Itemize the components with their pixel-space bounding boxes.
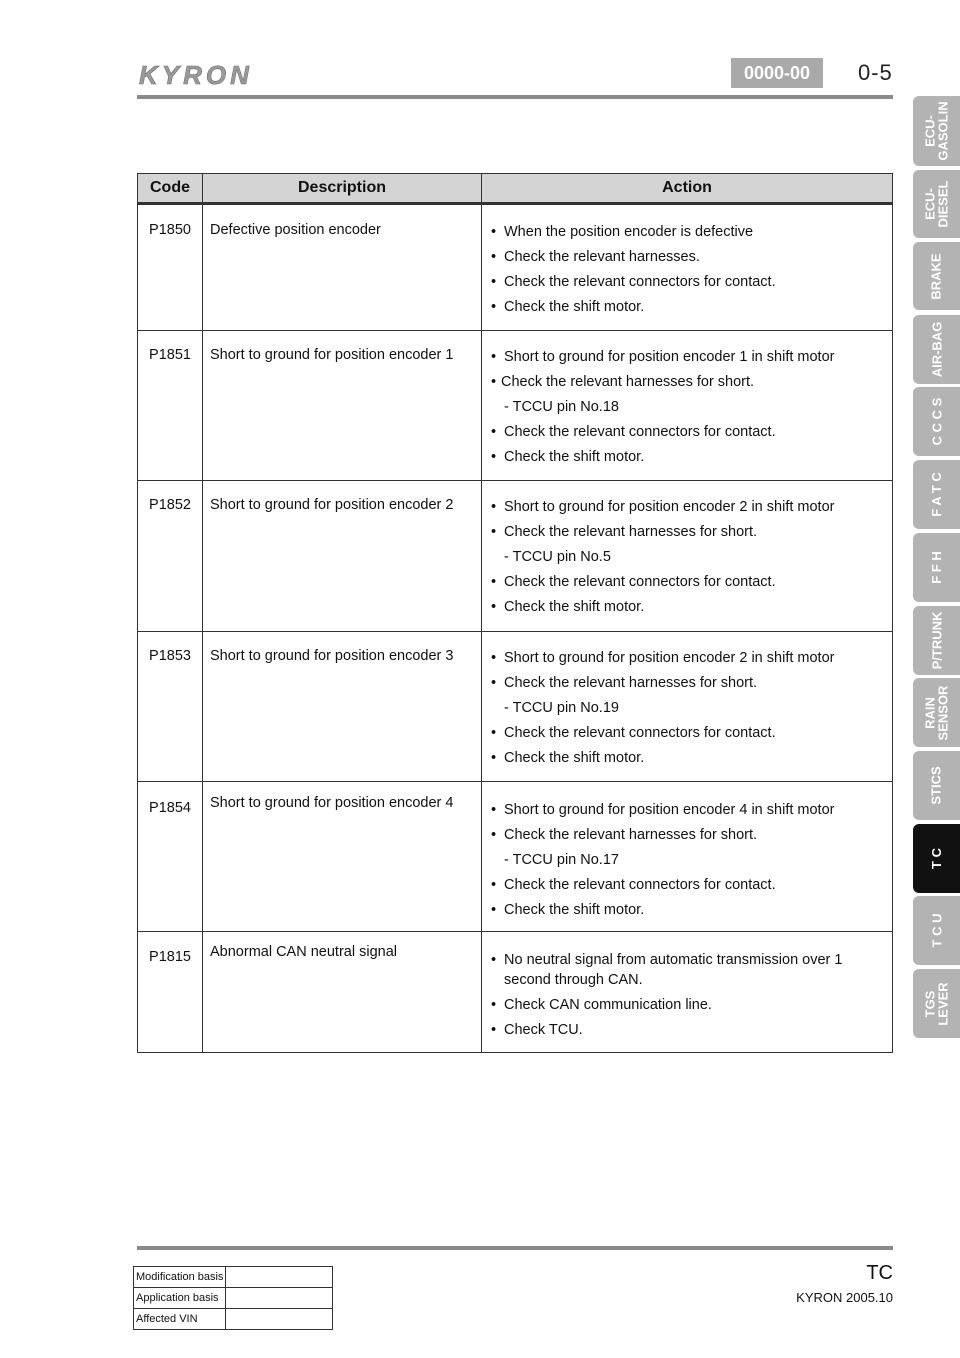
row-code: P1854 <box>149 800 191 816</box>
action-item: • Check CAN communication line. <box>490 995 870 1015</box>
action-item: • Check the shift motor. <box>490 297 870 317</box>
modification-row <box>134 1288 333 1309</box>
side-tab-label: ECU- GASOLIN <box>922 101 951 161</box>
action-item: • Check the relevant harnesses for short. <box>490 372 870 392</box>
side-tab[interactable] <box>913 678 960 747</box>
side-tab-label: C C C S <box>929 397 945 446</box>
row-actions <box>490 497 870 622</box>
action-item: • Check the relevant connectors for contact. <box>490 422 870 442</box>
side-tab-label: F A T C <box>929 472 944 517</box>
side-tab[interactable] <box>913 824 960 893</box>
action-item: • Check the relevant connectors for contact. <box>490 572 870 592</box>
modification-value <box>226 1288 333 1309</box>
side-tab[interactable] <box>913 460 960 529</box>
action-item: • When the position encoder is defective <box>490 222 870 242</box>
action-item: • Check the relevant connectors for contact. <box>490 272 870 292</box>
side-tab-label: RAIN SENSOR <box>922 685 951 740</box>
side-tab[interactable] <box>913 315 960 384</box>
action-item: • No neutral signal from automatic transmission over 1 second through CAN. <box>490 950 870 990</box>
footer-edition: KYRON 2005.10 <box>796 1290 893 1305</box>
row-code: P1852 <box>149 497 191 513</box>
header-description: Description <box>297 179 386 196</box>
header-action: Action <box>662 179 712 196</box>
side-tab-label: T C <box>928 848 944 869</box>
action-item: - TCCU pin No.5 <box>504 549 611 565</box>
row-description: Defective position encoder <box>210 222 381 238</box>
row-actions <box>490 950 870 1045</box>
action-item: • Check the shift motor. <box>490 447 870 467</box>
side-tab-label: ECU- DIESEL <box>922 180 951 228</box>
action-item: - TCCU pin No.17 <box>504 852 619 868</box>
action-item: - TCCU pin No.18 <box>504 399 619 415</box>
svg-text:KYRON: KYRON <box>139 62 253 90</box>
footer-section: TC <box>866 1262 893 1284</box>
side-tab-label: P/TRUNK <box>929 611 944 670</box>
action-item: • Check the relevant harnesses for short. <box>490 673 870 693</box>
row-divider <box>138 631 892 632</box>
row-code: P1853 <box>149 648 191 664</box>
dtc-table <box>137 173 893 1053</box>
row-description: Abnormal CAN neutral signal <box>210 944 397 960</box>
action-item: • Short to ground for position encoder 1 in shift motor <box>490 347 870 367</box>
action-item: • Check the relevant harnesses for short. <box>490 522 870 542</box>
side-tab-label: F F H <box>929 551 944 584</box>
side-tab-label: BRAKE <box>928 252 944 300</box>
column-divider <box>481 174 482 1052</box>
action-item: • Check TCU. <box>490 1020 870 1040</box>
modification-value <box>226 1309 333 1330</box>
side-tab[interactable] <box>913 533 960 602</box>
side-tab-label: T C U <box>928 913 944 948</box>
side-tab[interactable] <box>913 969 960 1038</box>
side-tab[interactable] <box>913 170 960 238</box>
modification-label: Application basis <box>134 1288 226 1309</box>
action-item: • Short to ground for position encoder 2 in shift motor <box>490 497 870 517</box>
kyron-logo <box>137 62 287 90</box>
modification-table <box>133 1266 333 1330</box>
side-tab-label: STICS <box>928 766 944 805</box>
modification-label: Affected VIN <box>134 1309 226 1330</box>
action-item: • Check the shift motor. <box>490 900 870 920</box>
row-actions <box>490 222 870 322</box>
row-divider <box>138 781 892 782</box>
side-tab-label: TGS LEVER <box>922 981 951 1026</box>
action-item: • Check the relevant harnesses. <box>490 247 870 267</box>
row-description: Short to ground for position encoder 3 <box>210 648 454 664</box>
row-description: Short to ground for position encoder 4 <box>210 795 454 811</box>
row-divider <box>138 330 892 331</box>
header-rule <box>137 95 893 99</box>
modification-row <box>134 1267 333 1288</box>
doc-code-badge: 0000-00 <box>731 58 823 88</box>
side-tab[interactable] <box>913 96 960 166</box>
action-item: • Check the relevant connectors for contact. <box>490 723 870 743</box>
side-tab[interactable] <box>913 896 960 965</box>
row-actions <box>490 648 870 773</box>
modification-label: Modification basis <box>134 1267 226 1288</box>
side-tab[interactable] <box>913 242 960 310</box>
side-tab[interactable] <box>913 751 960 820</box>
action-item: • Check the relevant harnesses for short. <box>490 825 870 845</box>
action-item: • Check the shift motor. <box>490 748 870 768</box>
modification-row <box>134 1309 333 1330</box>
row-description: Short to ground for position encoder 2 <box>210 497 454 513</box>
action-item: • Short to ground for position encoder 4 in shift motor <box>490 800 870 820</box>
side-tab[interactable] <box>913 387 960 456</box>
modification-value <box>226 1267 333 1288</box>
row-divider <box>138 480 892 481</box>
side-tab-label: AIR-BAG <box>929 321 945 378</box>
column-divider <box>202 174 203 1052</box>
page-number: 0-5 <box>858 60 893 85</box>
row-divider <box>138 931 892 932</box>
row-code: P1815 <box>149 949 191 965</box>
row-code: P1851 <box>149 347 191 363</box>
row-actions <box>490 800 870 925</box>
table-header <box>138 174 892 205</box>
row-actions <box>490 347 870 472</box>
header-code: Code <box>150 179 190 196</box>
footer-rule <box>137 1246 893 1250</box>
row-code: P1850 <box>149 222 191 238</box>
action-item: • Short to ground for position encoder 2 in shift motor <box>490 648 870 668</box>
side-tab[interactable] <box>913 606 960 675</box>
row-description: Short to ground for position encoder 1 <box>210 347 454 363</box>
action-item: • Check the relevant connectors for contact. <box>490 875 870 895</box>
action-item: • Check the shift motor. <box>490 597 870 617</box>
action-item: - TCCU pin No.19 <box>504 700 619 716</box>
